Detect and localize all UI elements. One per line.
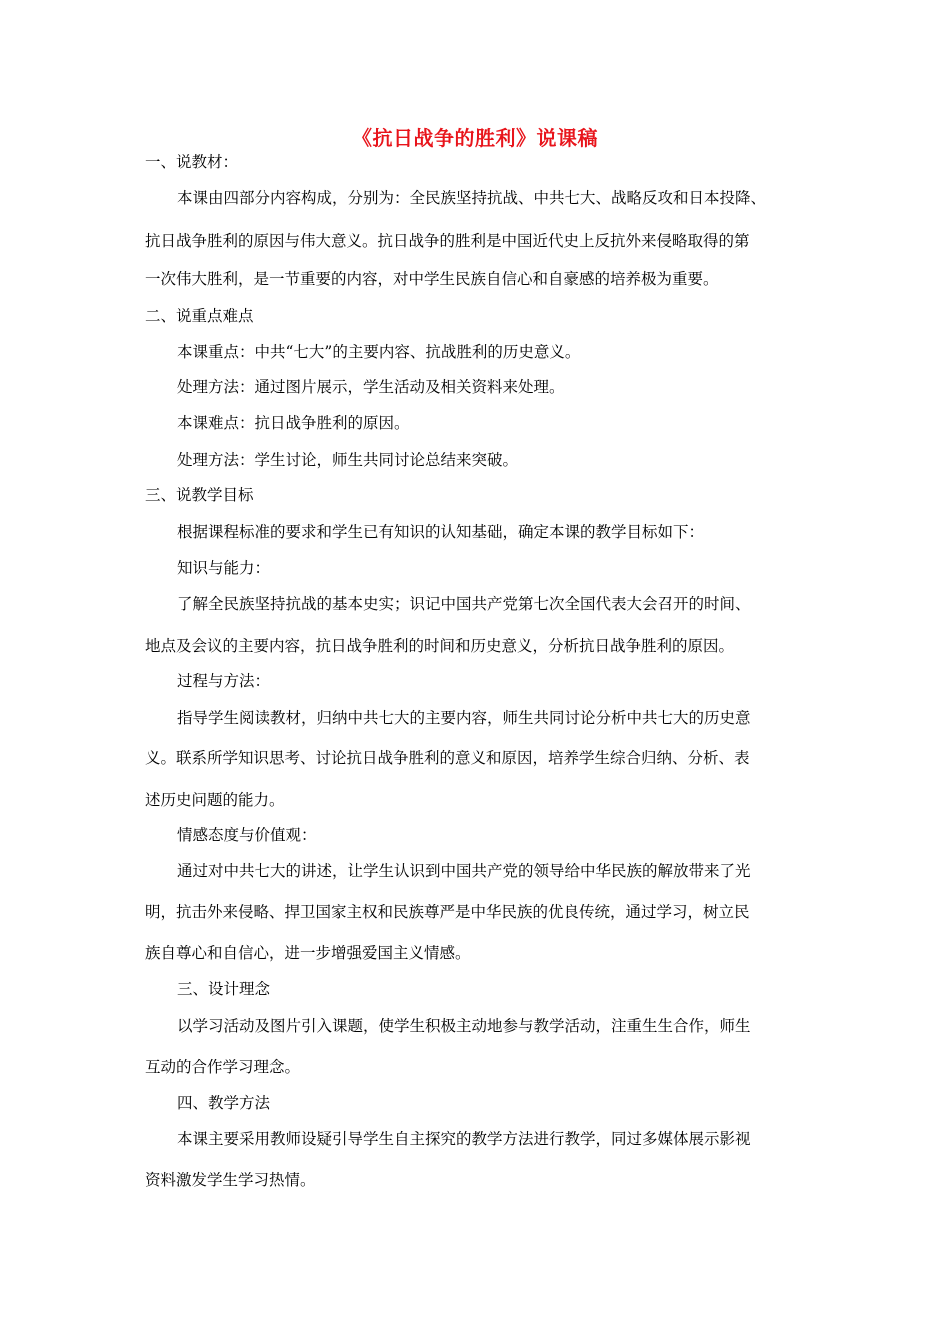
section-heading-methods: 四、教学方法 xyxy=(177,1094,271,1112)
document-title: 《抗日战争的胜利》说课稿 xyxy=(352,126,598,150)
section-heading-goals: 三、说教学目标 xyxy=(145,486,254,504)
paragraph-line: 处理方法：学生讨论，师生共同讨论总结来突破。 xyxy=(177,451,519,469)
paragraph-line: 抗日战争胜利的原因与伟大意义。抗日战争的胜利是中国近代史上反抗外来侵略取得的第 xyxy=(145,232,750,250)
paragraph-line: 义。联系所学知识思考、讨论抗日战争胜利的意义和原因，培养学生综合归纳、分析、表 xyxy=(145,749,750,767)
paragraph-line: 本课由四部分内容构成，分别为：全民族坚持抗战、中共七大、战略反攻和日本投降、 xyxy=(177,189,767,207)
subheading-attitude: 情感态度与价值观： xyxy=(177,826,317,844)
paragraph-line: 了解全民族坚持抗战的基本史实；识记中国共产党第七次全国代表大会召开的时间、 xyxy=(177,595,751,613)
paragraph-line: 地点及会议的主要内容，抗日战争胜利的时间和历史意义，分析抗日战争胜利的原因。 xyxy=(145,637,735,655)
section-heading-design: 三、设计理念 xyxy=(177,980,271,998)
paragraph-line: 本课难点：抗日战争胜利的原因。 xyxy=(177,414,410,432)
section-heading-key-points: 二、说重点难点 xyxy=(145,307,254,325)
subheading-knowledge: 知识与能力： xyxy=(177,559,271,577)
paragraph-line: 族自尊心和自信心，进一步增强爱国主义情感。 xyxy=(145,944,471,962)
paragraph-line: 以学习活动及图片引入课题，使学生积极主动地参与教学活动，注重生生合作，师生 xyxy=(177,1017,751,1035)
paragraph-line: 互动的合作学习理念。 xyxy=(145,1058,301,1076)
paragraph-line: 处理方法：通过图片展示，学生活动及相关资料来处理。 xyxy=(177,378,565,396)
paragraph-line: 根据课程标准的要求和学生已有知识的认知基础，确定本课的教学目标如下： xyxy=(177,523,705,541)
section-heading-textbook: 一、说教材： xyxy=(145,153,239,171)
paragraph-line: 通过对中共七大的讲述，让学生认识到中国共产党的领导给中华民族的解放带来了光 xyxy=(177,862,751,880)
paragraph-line: 资料激发学生学习热情。 xyxy=(145,1171,316,1189)
paragraph-line: 一次伟大胜利，是一节重要的内容，对中学生民族自信心和自豪感的培养极为重要。 xyxy=(145,270,719,288)
paragraph-line: 述历史问题的能力。 xyxy=(145,791,285,809)
subheading-process: 过程与方法： xyxy=(177,672,271,690)
paragraph-line: 本课重点：中共“七大”的主要内容、抗战胜利的历史意义。 xyxy=(177,343,581,361)
paragraph-line: 指导学生阅读教材，归纳中共七大的主要内容，师生共同讨论分析中共七大的历史意 xyxy=(177,709,751,727)
paragraph-line: 明，抗击外来侵略、捍卫国家主权和民族尊严是中华民族的优良传统，通过学习，树立民 xyxy=(145,903,750,921)
paragraph-line: 本课主要采用教师设疑引导学生自主探究的教学方法进行教学，同过多媒体展示影视 xyxy=(177,1130,751,1148)
